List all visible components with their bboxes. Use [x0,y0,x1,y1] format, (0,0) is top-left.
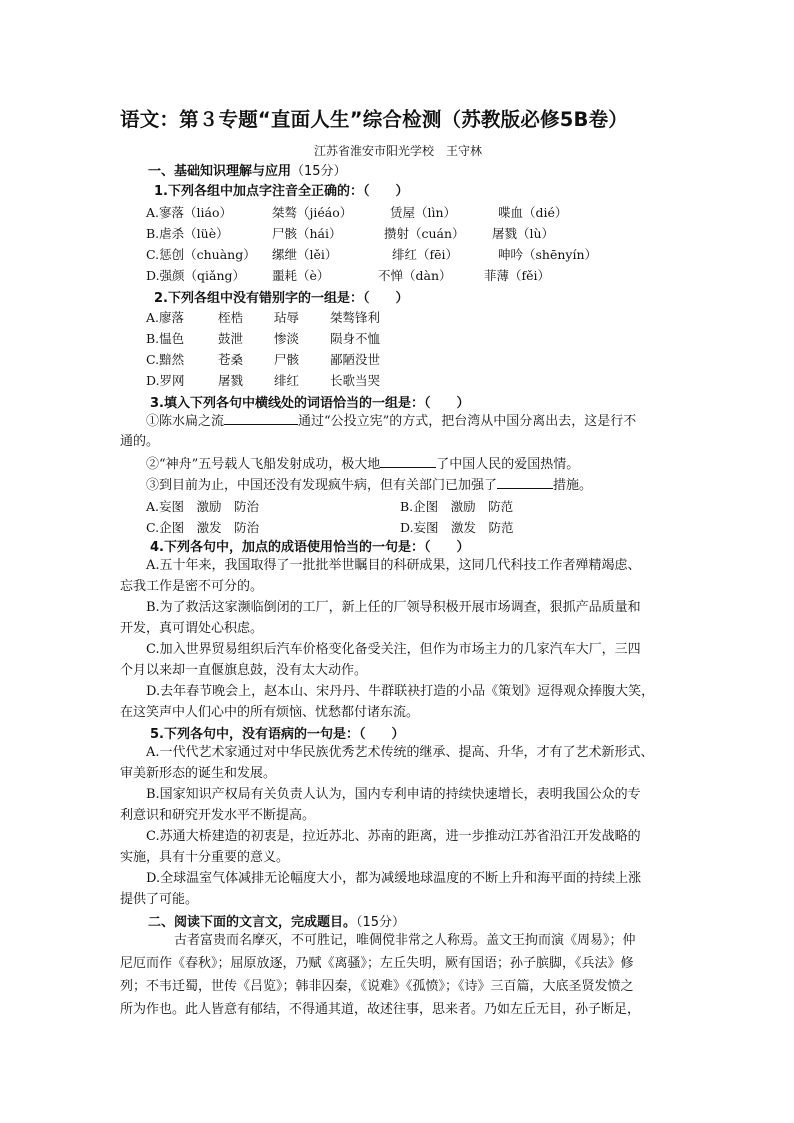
q3-sentence-3-part-b: 措施。 [553,478,593,493]
section-1-score: （15分） [291,164,347,179]
q2-option-d-2: 屠戮 [218,373,244,388]
q5-line-6: 实施，具有十分重要的意义。 [120,850,290,865]
q1-option-d-4: 菲薄（fěi） [484,268,551,283]
q3-sentence-1 [146,412,636,431]
q1-option-a-4: 喋血（dié） [498,205,568,220]
q2-option-b-3: 惨淡 [274,331,300,346]
q1-option-b-2: 尸骸（hái） [272,226,342,241]
q3-option-b: B.企图 激励 防范 [400,499,514,514]
passage-line-3: 列；不韦迁蜀，世传《吕览》；韩非囚秦，《说难》《孤愤》；《诗》三百篇，大底圣贤发愤之 [120,979,634,994]
q5-line-7: D.全球温室气体减排无论幅度大小，都为减缓地球温度的不断上升和海平面的持续上涨 [146,871,642,886]
page-title: 语文：第３专题“直面人生”综合检测（苏教版必修5B卷） [120,108,628,131]
q2-option-b-2: 鼓泄 [218,331,244,346]
q3-sentence-2-part-b: 了中国人民的爱国热情。 [436,457,580,472]
section-2-heading [148,911,405,930]
q5-line-1: A.一代代艺术家通过对中华民族优秀艺术传统的继承、提高、升华，才有了艺术新形式、 [146,745,654,760]
q2-option-a-2: 桎梏 [218,310,244,325]
question-1-stem: 1.下列各组中加点字注音全正确的：（ ） [154,184,409,199]
q2-option-c-4: 鄙陋没世 [330,352,381,367]
q4-line-4: 开发，真可谓处心积虑。 [120,621,264,636]
q5-line-4: 利意识和研究开发水平不断提高。 [120,808,316,823]
q1-option-d-3: 不惮（dàn） [378,268,452,283]
q3-sentence-2-part-a: ②“神舟”五号载人飞船发射成功，极大地 [146,457,381,472]
passage-line-1: 古者富贵而名摩灭，不可胜记，唯倜傥非常之人称焉。盖文王拘而演《周易》；仲 [174,933,636,948]
q1-option-d-1: D.强颜（qiǎng） [146,268,246,283]
q3-blank-1 [224,412,298,425]
q2-option-d-3: 绯红 [274,373,300,388]
q2-option-d-1: D.罗网 [146,373,185,388]
q4-line-2: 忘我工作是密不可分的。 [120,579,264,594]
q1-option-b-4: 屠戮（lù） [492,226,555,241]
section-1-heading [148,160,347,179]
q2-option-b-4: 陨身不恤 [330,331,381,346]
q2-option-c-2: 苍桑 [218,352,244,367]
q5-line-2: 审美新形态的诞生和发展。 [120,766,277,781]
q1-option-a-2: 桀骜（jiéáo） [272,205,353,220]
q1-option-c-4: 呻吟（shēnyín） [498,247,598,262]
q2-option-a-4: 桀骜锋利 [330,310,381,325]
q3-sentence-1-continued: 通的。 [120,434,160,449]
q4-line-5: C.加入世界贸易组织后汽车价格变化备受关注，但作为市场主力的几家汽车大厂，三四 [146,642,641,657]
q4-line-6: 个月以来却一直偃旗息鼓，没有太大动作。 [120,663,368,678]
q4-line-3: B.为了救活这家濒临倒闭的工厂，新上任的厂领导积极开展市场调查，狠抓产品质量和 [146,600,641,615]
q5-line-8: 提供了可能。 [120,892,199,907]
q3-option-d: D.妄图 激发 防范 [400,520,514,535]
q3-sentence-2 [146,455,579,474]
section-1-title: 一、基础知识理解与应用 [148,164,292,179]
q1-option-c-2: 缧绁（lěi） [272,247,338,262]
q2-option-c-3: 尸骸 [274,352,300,367]
q2-option-c-1: C.黯然 [146,352,185,367]
q2-option-a-1: A.廖落 [146,310,185,325]
question-2-stem: 2.下列各组中没有错别字的一组是：（ ） [154,291,409,306]
q3-blank-3 [497,476,553,489]
q2-option-d-4: 长歌当哭 [330,373,381,388]
section-2-title: 二、阅读下面的文言文，完成题目。 [148,915,357,930]
q3-blank-2 [380,455,436,468]
q3-sentence-1-part-a: ①陈水扁之流 [146,414,225,429]
q3-sentence-1-part-b: 通过“公投立宪”的方式，把台湾从中国分离出去，这是行不 [298,414,637,429]
q3-sentence-3-part-a: ③到目前为止，中国还没有发现疯牛病，但有关部门已加强了 [146,478,498,493]
q3-sentence-3 [146,476,592,495]
section-2-score: （15分） [356,915,406,930]
q2-option-a-3: 玷辱 [274,310,300,325]
q1-option-b-3: 攒射（cuán） [384,226,465,241]
q1-option-a-3: 赁屋（lìn） [390,205,457,220]
question-5-stem: 5.下列各句中，没有语病的一句是：（ ） [150,727,405,742]
passage-line-2: 尼厄而作《春秋》；屈原放逐，乃赋《离骚》；左丘失明，厥有国语；孙子膑脚，《兵法》修 [120,956,634,971]
q4-line-8: 在这笑声中人们心中的所有烦恼、忧愁都付诸东流。 [120,705,420,720]
question-4-stem: 4.下列各句中，加点的成语使用恰当的一句是：（ ） [150,540,470,555]
q1-option-b-1: B.虐杀（lüè） [146,226,229,241]
q1-option-a-1: A.寥落（liáo） [146,205,232,220]
q4-line-7: D.去年春节晚会上，赵本山、宋丹丹、牛群联袂打造的小品《策划》逗得观众捧腹大笑， [146,684,655,699]
question-3-stem: 3.填入下列各句中横线处的词语恰当的一组是：（ ） [150,396,470,411]
q3-option-c: C.企图 激发 防治 [146,520,260,535]
author-line: 江苏省淮安市阳光学校 王守林 [314,144,483,158]
q4-line-1: A.五十年来，我国取得了一批批举世瞩目的科研成果，这同几代科技工作者殚精竭虑、 [146,558,641,573]
q1-option-c-1: C.惩创（chuàng） [146,247,256,262]
q5-line-3: B.国家知识产权局有关负责人认为，国内专利申请的持续快速增长，表明我国公众的专 [146,787,641,802]
q1-option-d-2: 噩耗（è） [272,268,330,283]
q5-line-5: C.苏通大桥建造的初衷是，拉近苏北、苏南的距离，进一步推动江苏省沿江开发战略的 [146,829,641,844]
q2-option-b-1: B.愠色 [146,331,185,346]
q3-option-a: A.妄图 激励 防治 [146,499,260,514]
q1-option-c-3: 绯红（fēi） [392,247,459,262]
passage-line-4: 所为作也。此人皆意有郁结，不得通其道，故述往事，思来者。乃如左丘无目，孙子断足， [120,1002,641,1017]
